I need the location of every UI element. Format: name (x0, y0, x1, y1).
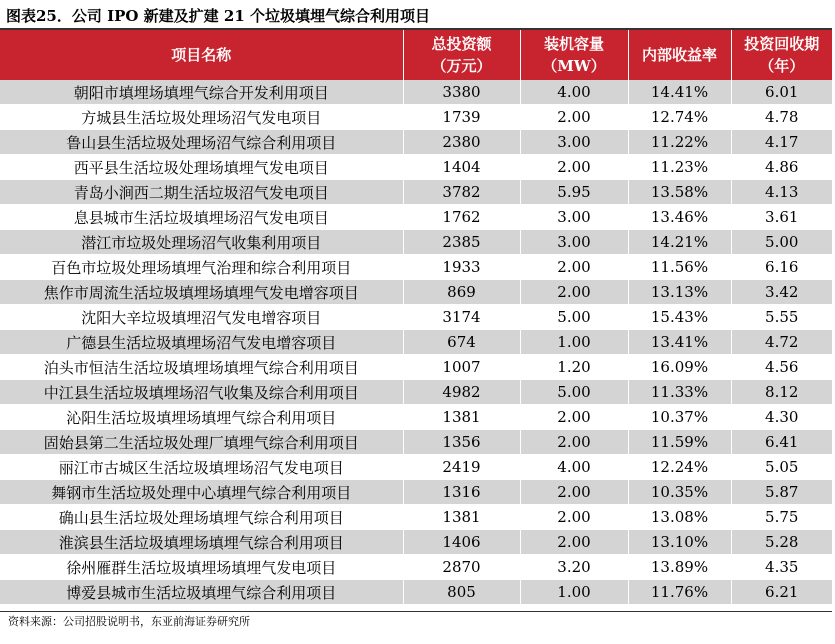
irr-cell: 13.08% (628, 505, 731, 530)
investment-cell: 1404 (403, 155, 520, 180)
payback-cell: 5.05 (731, 455, 832, 480)
payback-cell: 5.55 (731, 305, 832, 330)
payback-cell: 8.12 (731, 380, 832, 405)
irr-cell: 13.89% (628, 555, 731, 580)
investment-cell: 805 (403, 580, 520, 605)
payback-cell: 3.61 (731, 205, 832, 230)
header-capacity: 装机容量 （MW） (520, 30, 628, 80)
project-name-cell: 沁阳生活垃圾填埋场填埋气综合利用项目 (0, 405, 403, 430)
investment-cell: 2419 (403, 455, 520, 480)
irr-cell: 11.22% (628, 130, 731, 155)
payback-cell: 5.75 (731, 505, 832, 530)
project-name-cell: 泊头市恒洁生活垃圾填埋场填埋气综合利用项目 (0, 355, 403, 380)
project-name-cell: 鲁山县生活垃圾处理场沼气综合利用项目 (0, 130, 403, 155)
payback-cell: 6.21 (731, 580, 832, 605)
project-name-cell: 沈阳大辛垃圾填埋沼气发电增容项目 (0, 305, 403, 330)
capacity-cell: 5.00 (520, 305, 628, 330)
irr-cell: 13.10% (628, 530, 731, 555)
irr-cell: 10.37% (628, 405, 731, 430)
investment-cell: 1739 (403, 105, 520, 130)
capacity-cell: 4.00 (520, 455, 628, 480)
payback-cell: 4.56 (731, 355, 832, 380)
investment-cell: 1406 (403, 530, 520, 555)
irr-cell: 11.56% (628, 255, 731, 280)
payback-cell: 4.72 (731, 330, 832, 355)
table-row (0, 230, 832, 255)
irr-cell: 13.13% (628, 280, 731, 305)
irr-cell: 10.35% (628, 480, 731, 505)
payback-cell: 4.13 (731, 180, 832, 205)
payback-cell: 5.00 (731, 230, 832, 255)
table-row (0, 280, 832, 305)
capacity-cell: 2.00 (520, 530, 628, 555)
investment-cell: 1933 (403, 255, 520, 280)
investment-cell: 1356 (403, 430, 520, 455)
project-name-cell: 确山县生活垃圾处理场填埋气综合利用项目 (0, 505, 403, 530)
investment-cell: 1316 (403, 480, 520, 505)
capacity-cell: 2.00 (520, 255, 628, 280)
header-payback: 投资回收期 （年） (731, 30, 832, 80)
payback-cell: 4.17 (731, 130, 832, 155)
table-row (0, 80, 832, 105)
irr-cell: 16.09% (628, 355, 731, 380)
table-row (0, 205, 832, 230)
project-name-cell: 广德县生活垃圾填埋场沼气发电增容项目 (0, 330, 403, 355)
investment-cell: 674 (403, 330, 520, 355)
irr-cell: 12.24% (628, 455, 731, 480)
project-name-cell: 舞钢市生活垃圾处理中心填埋气综合利用项目 (0, 480, 403, 505)
table-row (0, 505, 832, 530)
header-total-investment: 总投资额 （万元） (403, 30, 520, 80)
table-row (0, 480, 832, 505)
table-row (0, 580, 832, 605)
irr-cell: 13.46% (628, 205, 731, 230)
project-name-cell: 百色市垃圾处理场填埋气治理和综合利用项目 (0, 255, 403, 280)
investment-cell: 2385 (403, 230, 520, 255)
table-row (0, 455, 832, 480)
table-row (0, 180, 832, 205)
irr-cell: 11.33% (628, 380, 731, 405)
payback-cell: 4.86 (731, 155, 832, 180)
project-name-cell: 西平县生活垃圾处理场填埋气发电项目 (0, 155, 403, 180)
table-row (0, 155, 832, 180)
investment-cell: 1762 (403, 205, 520, 230)
project-name-cell: 丽江市古城区生活垃圾填埋场沼气发电项目 (0, 455, 403, 480)
investment-cell: 1381 (403, 505, 520, 530)
irr-cell: 13.58% (628, 180, 731, 205)
payback-cell: 6.16 (731, 255, 832, 280)
investment-cell: 2380 (403, 130, 520, 155)
capacity-cell: 2.00 (520, 430, 628, 455)
project-name-cell: 博爱县城市生活垃圾填埋气综合利用项目 (0, 580, 403, 605)
capacity-cell: 5.00 (520, 380, 628, 405)
project-name-cell: 固始县第二生活垃圾处理厂填埋气综合利用项目 (0, 430, 403, 455)
capacity-cell: 4.00 (520, 80, 628, 105)
irr-cell: 15.43% (628, 305, 731, 330)
irr-cell: 11.23% (628, 155, 731, 180)
project-name-cell: 淮滨县生活垃圾填埋场填埋气综合利用项目 (0, 530, 403, 555)
capacity-cell: 2.00 (520, 280, 628, 305)
project-name-cell: 焦作市周流生活垃圾填埋场填埋气发电增容项目 (0, 280, 403, 305)
project-name-cell: 徐州雁群生活垃圾填埋场填埋气发电项目 (0, 555, 403, 580)
capacity-cell: 3.00 (520, 230, 628, 255)
capacity-cell: 1.20 (520, 355, 628, 380)
capacity-cell: 3.20 (520, 555, 628, 580)
table-row (0, 555, 832, 580)
irr-cell: 14.21% (628, 230, 731, 255)
projects-table (0, 30, 832, 605)
investment-cell: 869 (403, 280, 520, 305)
table-row (0, 380, 832, 405)
table-header-row (0, 30, 832, 80)
payback-cell: 4.35 (731, 555, 832, 580)
table-row (0, 255, 832, 280)
investment-cell: 3782 (403, 180, 520, 205)
capacity-cell: 3.00 (520, 130, 628, 155)
table-row (0, 105, 832, 130)
project-name-cell: 青岛小涧西二期生活垃圾沼气发电项目 (0, 180, 403, 205)
table-row (0, 530, 832, 555)
investment-cell: 4982 (403, 380, 520, 405)
project-name-cell: 潜江市垃圾处理场沼气收集利用项目 (0, 230, 403, 255)
irr-cell: 13.41% (628, 330, 731, 355)
project-name-cell: 方城县生活垃圾处理场沼气发电项目 (0, 105, 403, 130)
investment-cell: 2870 (403, 555, 520, 580)
investment-cell: 3380 (403, 80, 520, 105)
header-project-name: 项目名称 (0, 30, 403, 80)
table-row (0, 330, 832, 355)
irr-cell: 14.41% (628, 80, 731, 105)
project-name-cell: 息县城市生活垃圾填埋场沼气发电项目 (0, 205, 403, 230)
payback-cell: 4.30 (731, 405, 832, 430)
capacity-cell: 5.95 (520, 180, 628, 205)
irr-cell: 11.59% (628, 430, 731, 455)
capacity-cell: 1.00 (520, 580, 628, 605)
payback-cell: 3.42 (731, 280, 832, 305)
capacity-cell: 1.00 (520, 330, 628, 355)
capacity-cell: 2.00 (520, 480, 628, 505)
source-note: 资料来源：公司招股说明书，东亚前海证券研究所 (8, 615, 250, 628)
figure-title: 图表25．公司 IPO 新建及扩建 21 个垃圾填埋气综合利用项目 (6, 7, 431, 25)
payback-cell: 6.41 (731, 430, 832, 455)
table-row (0, 405, 832, 430)
investment-cell: 1007 (403, 355, 520, 380)
bottom-rule (0, 611, 832, 612)
capacity-cell: 2.00 (520, 405, 628, 430)
capacity-cell: 2.00 (520, 105, 628, 130)
capacity-cell: 2.00 (520, 155, 628, 180)
payback-cell: 6.01 (731, 80, 832, 105)
header-irr: 内部收益率 (628, 30, 731, 80)
irr-cell: 11.76% (628, 580, 731, 605)
payback-cell: 4.78 (731, 105, 832, 130)
capacity-cell: 2.00 (520, 505, 628, 530)
payback-cell: 5.28 (731, 530, 832, 555)
investment-cell: 3174 (403, 305, 520, 330)
capacity-cell: 3.00 (520, 205, 628, 230)
payback-cell: 5.87 (731, 480, 832, 505)
table-row (0, 305, 832, 330)
table-row (0, 130, 832, 155)
project-name-cell: 中江县生活垃圾填埋场沼气收集及综合利用项目 (0, 380, 403, 405)
table-row (0, 355, 832, 380)
table-row (0, 430, 832, 455)
irr-cell: 12.74% (628, 105, 731, 130)
project-name-cell: 朝阳市填埋场填埋气综合开发利用项目 (0, 80, 403, 105)
investment-cell: 1381 (403, 405, 520, 430)
